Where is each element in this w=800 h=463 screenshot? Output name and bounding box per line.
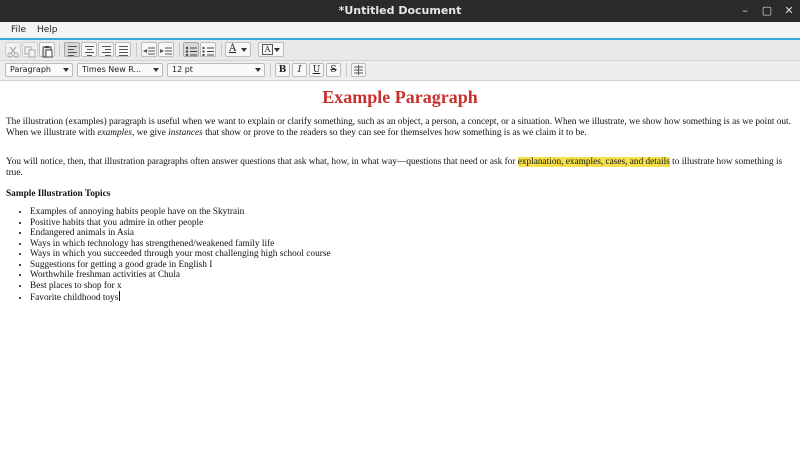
- outdent-button[interactable]: [141, 42, 157, 57]
- chevron-down-icon: [274, 48, 280, 52]
- edit-toolbar: [0, 40, 800, 61]
- toolbar-separator: [59, 43, 60, 57]
- font-family-value: Times New R...: [82, 65, 142, 74]
- title-bar: [0, 0, 800, 22]
- highlight-color-icon: A: [262, 44, 273, 55]
- toolbar-separator: [179, 43, 180, 57]
- text-color-button[interactable]: [225, 42, 251, 57]
- paste-button[interactable]: [39, 42, 55, 57]
- text-cursor: [119, 291, 120, 301]
- document-title: Example Paragraph: [322, 87, 478, 107]
- chevron-down-icon: [63, 68, 69, 72]
- document-area[interactable]: [0, 81, 800, 463]
- menu-help[interactable]: Help: [37, 25, 58, 35]
- cut-icon: [6, 45, 20, 58]
- italic-text: instances: [168, 127, 203, 138]
- copy-button[interactable]: [22, 42, 38, 57]
- copy-icon: [23, 45, 37, 58]
- menu-bar: [0, 22, 800, 39]
- paragraph-2: [6, 157, 794, 178]
- list-item: • Suggestions for getting a good grade in English I: [30, 260, 331, 271]
- style-select-value: Paragraph: [10, 65, 51, 74]
- toolbar-separator: [270, 63, 271, 77]
- indent-icon: [159, 45, 173, 58]
- text-run: that show or prove to the readers so they can see for themselves how something is as we claim it to be.: [202, 127, 587, 138]
- insert-rule-button[interactable]: [351, 63, 366, 77]
- font-family-select[interactable]: [77, 63, 163, 77]
- paste-icon: [40, 45, 54, 58]
- toolbar-separator: [346, 63, 347, 77]
- list-item-text: Favorite childhood toys: [30, 293, 119, 303]
- align-left-button[interactable]: [64, 42, 80, 57]
- list-item: • Ways in which technology has strengthened/weakened family life: [30, 239, 331, 250]
- cut-button[interactable]: [5, 42, 21, 57]
- italic-text: examples: [97, 127, 132, 138]
- justify-icon: [119, 46, 128, 58]
- bold-button[interactable]: B: [275, 63, 290, 77]
- window-title: *Untitled Document: [338, 4, 462, 17]
- list-item: • Examples of annoying habits people have on the Skytrain: [30, 207, 331, 218]
- list-item: [30, 291, 331, 304]
- format-toolbar: [0, 61, 800, 81]
- justify-button[interactable]: [115, 42, 131, 57]
- chevron-down-icon: [241, 48, 247, 52]
- text-run: , we give: [132, 127, 169, 138]
- list-item: • Worthwhile freshman activities at Chula: [30, 270, 331, 281]
- minimize-button[interactable]: –: [742, 4, 748, 17]
- close-button[interactable]: ✕: [784, 4, 794, 17]
- italic-button[interactable]: I: [292, 63, 307, 77]
- chevron-down-icon: [153, 68, 159, 72]
- text-run: The illustration (examples) paragraph is useful when we want to explain or clarify something, such as an object, a person, a concept, or a situation. When we illustrate, we show how something is as we point out. When we illustrate with: [6, 117, 791, 138]
- align-right-icon: [102, 46, 111, 58]
- chevron-down-icon: [255, 68, 261, 72]
- font-size-select[interactable]: [167, 63, 265, 77]
- align-center-button[interactable]: [81, 42, 97, 57]
- underline-button[interactable]: U: [309, 63, 324, 77]
- list-item: • Best places to shop for x: [30, 281, 331, 292]
- numbered-list-icon: [201, 45, 215, 58]
- strikethrough-button[interactable]: S: [326, 63, 341, 77]
- align-left-icon: [68, 46, 77, 58]
- toolbar-separator: [221, 43, 222, 57]
- numbering-button[interactable]: [200, 42, 216, 57]
- maximize-button[interactable]: ▢: [761, 4, 773, 17]
- highlight-color-button[interactable]: [258, 42, 284, 57]
- paragraph-1: [6, 117, 794, 138]
- align-right-button[interactable]: [98, 42, 114, 57]
- text-color-icon: A: [229, 43, 237, 54]
- list-item: • Ways in which you succeeded through your most challenging high school course: [30, 249, 331, 260]
- outdent-icon: [142, 45, 156, 58]
- topics-list: [10, 207, 331, 304]
- list-item: • Endangered animals in Asia: [30, 228, 331, 239]
- toolbar-separator: [136, 43, 137, 57]
- highlighted-text: explanation, examples, cases, and details: [517, 157, 670, 167]
- text-run: to illustrate how something is true.: [6, 157, 783, 178]
- bullets-button[interactable]: [183, 42, 199, 57]
- text-run: You will notice, then, that illustration paragraphs often answer questions that ask what, how, in what way—questions that need or ask for: [6, 157, 518, 167]
- menu-file[interactable]: File: [11, 25, 27, 35]
- align-center-icon: [85, 46, 94, 58]
- horizontal-rule-icon: [352, 64, 365, 76]
- font-size-value: 12 pt: [172, 65, 193, 74]
- topics-heading: Sample Illustration Topics: [6, 189, 111, 199]
- bullet-list-icon: [184, 45, 198, 58]
- list-item: • Positive habits that you admire in other people: [30, 218, 331, 229]
- style-select[interactable]: [5, 63, 73, 77]
- indent-button[interactable]: [158, 42, 174, 57]
